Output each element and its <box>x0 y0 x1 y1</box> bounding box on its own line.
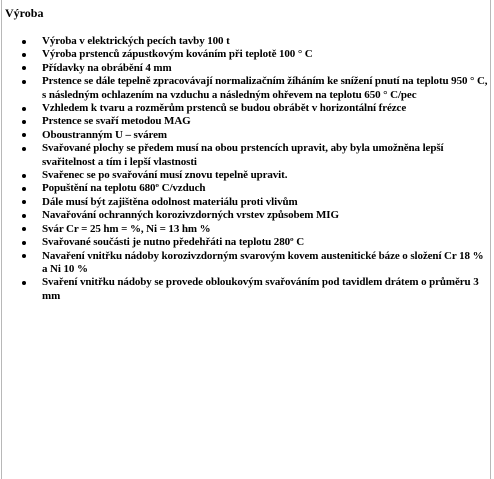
bullet-icon <box>22 107 26 111</box>
page-right-border <box>490 0 491 479</box>
bullet-icon <box>22 214 26 218</box>
list-item <box>0 236 490 249</box>
bullet-icon <box>22 133 26 137</box>
bullet-icon <box>22 174 26 178</box>
list-item <box>0 169 490 182</box>
bullet-icon <box>22 281 26 285</box>
bullet-icon <box>22 53 26 57</box>
production-steps-list <box>0 35 490 303</box>
list-item-text: Svařované plochy se předem musí na obou prstencích upravit, aby byla umožněna lepší svařitelnost a tím i lepší vlastnosti <box>42 142 444 168</box>
list-item-text: Navaření vnitřku nádoby korozivzdorným svarovým kovem austenitické báze o složení Cr 18 % a Ni 10 % <box>42 249 484 275</box>
list-item-text: Prstence se dále tepelně zpracovávají normalizačním žíháním ke snížení pnutí na teplotu 950 ° C, s následným ochlazením na vzduchu a následným ohřevem na teplotu 650 ° C/pec <box>42 75 488 101</box>
list-item-text: Svaření vnitřku nádoby se provede obloukovým svařováním pod tavidlem drátem o průměru 3 mm <box>42 276 479 302</box>
bullet-icon <box>22 241 26 245</box>
list-item-text: Vzhledem k tvaru a rozměrům prstenců se budou obrábět v horizontální frézce <box>42 102 407 115</box>
list-item <box>0 182 490 195</box>
bullet-icon <box>22 254 26 258</box>
list-item-text: Dále musí být zajištěna odolnost materiálu proti vlivům <box>42 195 298 208</box>
list-item <box>0 223 490 236</box>
bullet-icon <box>22 66 26 70</box>
bullet-icon <box>22 80 26 84</box>
list-item <box>0 75 490 102</box>
list-item-text: Přídavky na obrábění 4 mm <box>42 61 172 74</box>
bullet-icon <box>22 120 26 124</box>
bullet-icon <box>22 187 26 191</box>
list-item <box>0 142 490 169</box>
list-item-text: Výroba prstenců zápustkovým kováním při teplotě 100 ° C <box>42 48 313 61</box>
list-item <box>0 276 490 303</box>
list-item <box>0 129 490 142</box>
list-item-text: Popuštění na teplotu 680º C/vzduch <box>42 182 206 195</box>
list-item <box>0 48 490 61</box>
section-heading: Výroba <box>5 6 44 20</box>
list-item <box>0 209 490 222</box>
list-item-text: Navařování ochranných korozivzdorných vrstev způsobem MIG <box>42 209 339 222</box>
list-item <box>0 62 490 75</box>
list-item-text: Oboustranným U – svárem <box>42 128 167 141</box>
bullet-icon <box>22 200 26 204</box>
list-item <box>0 115 490 128</box>
list-item <box>0 250 490 277</box>
bullet-icon <box>22 40 26 44</box>
list-item-text: Svařované součásti je nutno předehřáti na teplotu 280º C <box>42 236 305 249</box>
bullet-icon <box>22 147 26 151</box>
bullet-icon <box>22 227 26 231</box>
list-item <box>0 102 490 115</box>
list-item <box>0 35 490 48</box>
list-item-text: Výroba v elektrických pecích tavby 100 t <box>42 35 230 47</box>
list-item-text: Svár Cr = 25 hm = %, Ni = 13 hm % <box>42 222 211 235</box>
list-item-text: Svařenec se po svařování musí znovu tepelně upravit. <box>42 169 288 182</box>
list-item <box>0 196 490 209</box>
list-item-text: Prstence se svaří metodou MAG <box>42 115 191 128</box>
